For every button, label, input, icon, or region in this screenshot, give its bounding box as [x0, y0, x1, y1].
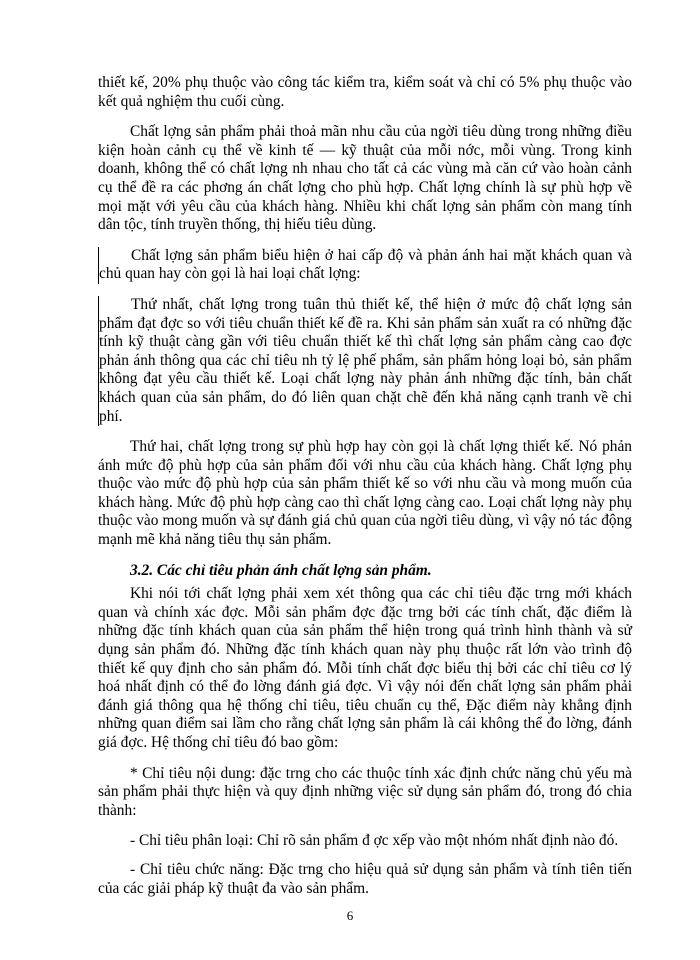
paragraph-second-type: Thứ hai, chất lợng trong sự phù hợp hay còn gọi là chất lợng thiết kế. Nó phản ánh mức độ phù hợp của sản phẩm đối với nhu cầu của khách hàng. Chất lợng phụ thuộc vào mức độ phù hợp của sản phẩm thiết kế so với nhu cầu và mong muốn của khách hàng. Mức độ phù hợp càng cao thì chất lợng càng cao. Loại chất lợng này phụ thuộc vào mong muốn và sự đánh giá chủ quan của ngời tiêu dùng, vì vậy nó tác động mạnh mẽ khả năng tiêu thụ sản phẩm.: [98, 438, 632, 549]
list-item-classification: - Chỉ tiêu phân loại: Chỉ rõ sản phẩm đ ợc xếp vào một nhóm nhất định nào đó.: [130, 832, 619, 850]
page-number: 6: [346, 908, 354, 923]
paragraph-content-indicators: * Chỉ tiêu nội dung: đặc trng cho các thuộc tính xác định chức năng chủ yếu mà sản phẩm phải thực hiện và quy định những việc sử dụng sản phẩm đó, trong đó chia thành:: [98, 764, 632, 819]
paragraph-indicators-intro: Khi nói tới chất lợng phải xem xét thông qua các chỉ tiêu đặc trng mới khách quan và chính xác đợc. Mỗi sản phẩm đợc đặc trng bởi các tính chất, đặc điểm là những đặc tính khách quan của sản phẩm thể hiện trong quá trình hình thành và sử dụng sản phẩm đó. Những đặc tính khách quan này phụ thuộc rất lớn vào trình độ thiết kế quy định cho sản phẩm đó. Mỗi tính chất đợc biểu thị bởi các chỉ tiêu cơ lý hoá nhất định có thể đo lờng đánh giá đợc. Vì vậy nói đến chất lợng sản phẩm phải đánh giá thông qua hệ thống chỉ tiêu, tiêu chuẩn cụ thể, Đặc điểm này khẳng định những quan điểm sai lầm cho rằng chất lợng sản phẩm là cái không thể đo lờng, đánh giá đợc. Hệ thống chỉ tiêu đó bao gồm:: [98, 585, 632, 751]
page-content: [98, 74, 632, 908]
paragraph-first-type: Thứ nhất, chất lợng trong tuân thủ thiết kế, thể hiện ở mức độ chất lợng sản phẩm đạt đợc so với tiêu chuẩn thiết kế đề ra. Khi sản phẩm sản xuất ra có những đặc tính kỹ thuật càng gần với tiêu chuẩn thiết kế thì chất lợng sản phẩm càng cao đợc phản ánh thông qua các chỉ tiêu nh tỷ lệ phế phẩm, sản phẩm hỏng loại bỏ, sản phẩm không đạt yêu cầu thiết kế. Loại chất lợng này phản ánh những đặc tính, bản chất khách quan của sản phẩm, do đó liên quan chặt chẽ đến khả năng cạnh tranh về chi phí.: [99, 295, 632, 425]
section-heading: 3.2. Các chỉ tiêu phản ánh chất lợng sản phẩm.: [130, 561, 432, 579]
paragraph-continuation: thiết kế, 20% phụ thuộc vào công tác kiểm tra, kiểm soát và chỉ có 5% phụ thuộc vào kết quả nghiệm thu cuối cùng.: [98, 74, 632, 110]
paragraph-quality-needs: Chất lợng sản phẩm phải thoả mãn nhu cầu của ngời tiêu dùng trong những điều kiện hoàn cảnh cụ thể về kinh tế — kỹ thuật của mỗi nớc, mỗi vùng. Trong kinh doanh, không thể có chất lợng nh nhau cho tất cả các vùng mà căn cứ vào hoàn cảnh cụ thể đề ra các phơng án chất lợng cho phù hợp. Chất lợng chính là sự phù hợp về mọi mặt với yêu cầu của khách hàng. Nhiều khi chất lợng sản phẩm còn mang tính dân tộc, tính truyền thống, thị hiếu tiêu dùng.: [98, 123, 632, 234]
paragraph-two-levels: Chất lợng sản phẩm biểu hiện ở hai cấp độ và phản ánh hai mặt khách quan và chủ quan hay còn gọi là hai loại chất lợng:: [99, 246, 632, 283]
list-item-function: - Chỉ tiêu chức năng: Đặc trng cho hiệu quả sử dụng sản phẩm và tính tiên tiến của các giải pháp kỹ thuật đa vào sản phẩm.: [98, 860, 632, 897]
